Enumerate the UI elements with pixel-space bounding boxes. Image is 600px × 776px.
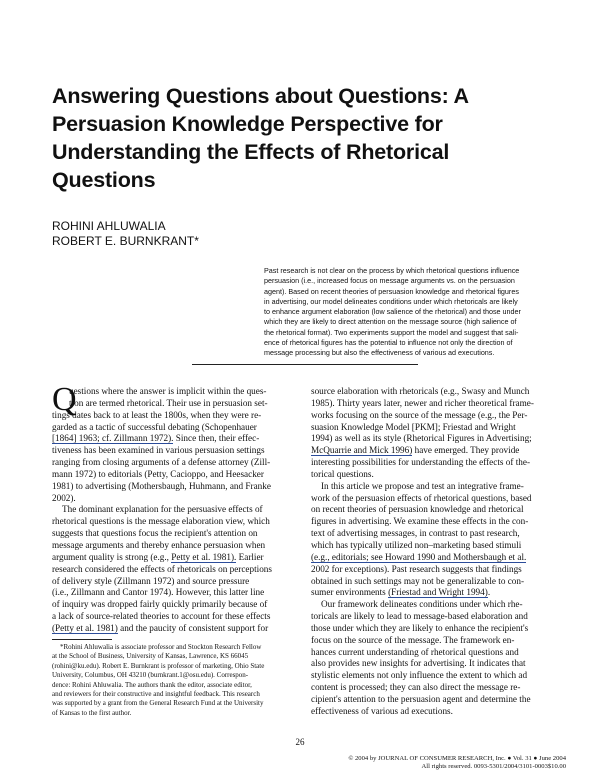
- body-line: uestions where the answer is implicit within the ques-: [69, 386, 267, 396]
- abstract-line: ence of rhetorical figures has the potential to influence not only the direction of: [264, 338, 513, 348]
- body-line: which has typically utilized non–marketing based stimuli: [311, 539, 522, 550]
- abstract-line: Past research is not clear on the process by which rhetorical questions influence: [264, 266, 520, 275]
- body-line: on recent theories of persuasion knowledge and rhetorical: [311, 504, 524, 515]
- body-line: 2002).: [52, 492, 76, 503]
- body-line: focus on the source of the message. The framework en-: [311, 634, 515, 645]
- copyright-line: © 2004 by JOURNAL OF CONSUMER RESEARCH, Inc. ● Vol. 31 ● June 2004: [348, 755, 566, 762]
- body-line: garded as a tactic of successful debating (Schopenhauer: [52, 421, 257, 432]
- body-line: tiveness has been examined in various persuasion settings: [52, 445, 265, 456]
- body-line: In this article we propose and test an integrative frame-: [321, 480, 524, 491]
- body-line: suasion Knowledge Model [PKM]; Friestad and Wright: [311, 421, 516, 432]
- body-line: works focusing on the source of the message (e.g., the Per-: [311, 409, 528, 420]
- body-line: The dominant explanation for the persuasive effects of: [62, 504, 263, 515]
- article-title: [52, 82, 532, 194]
- body-line: of delivery style (Zillmann 1972) and source pressure: [52, 575, 250, 586]
- footnote-line: University, Columbus, OH 43210 (burnkrant.1@osu.edu). Correspon-: [52, 671, 249, 680]
- abstract-line: to enhance argument elaboration (low salience of the rhetorical) and those under: [264, 307, 521, 317]
- abstract-line: in advertising, our model delineates conditions under which rhetoricals are likely: [264, 296, 518, 306]
- body-line: [1864] 1963; cf. Zillmann 1972). Since then, their effec-: [52, 433, 260, 444]
- author-list: [52, 219, 199, 249]
- body-line: toricals are likely to lead to message-based elaboration and: [311, 611, 528, 622]
- body-line: stylistic elements not only influence the extent to which ad: [311, 670, 528, 681]
- body-line: tings dates back to at least the 1800s, when they were re-: [52, 409, 262, 420]
- body-line: effectiveness of various ad executions.: [311, 705, 453, 716]
- body-line: hances current understanding of rhetorical questions and: [311, 646, 519, 657]
- author-footnote: [52, 643, 310, 718]
- citation-link[interactable]: McQuarrie and Mick 1996): [311, 445, 413, 456]
- body-line: [311, 552, 567, 564]
- body-line: McQuarrie and Mick 1996) have emerged. They provide: [311, 445, 520, 456]
- body-line: text of advertising messages, in contrast to past research,: [311, 528, 520, 539]
- body-line: figures in advertising. We examine these effects in the con-: [311, 516, 529, 527]
- body-line: argument quality is strong (e.g., Petty et al. 1981). Earlier: [52, 551, 264, 562]
- body-line: of inquiry was dropped fairly quickly primarily because of: [52, 599, 268, 610]
- abstract: [264, 266, 564, 359]
- body-line: torical questions.: [311, 468, 374, 479]
- copyright-line: All rights reserved. 0093-5301/2004/3101-0003$10.00: [421, 763, 566, 771]
- footnote-line: at the School of Business, University of Kansas, Lawrence, KS 66045: [52, 652, 249, 661]
- body-column-left: [52, 381, 310, 635]
- body-line: content is processed; they can also direct the message re-: [311, 682, 521, 693]
- body-column-right: [311, 386, 567, 718]
- body-line: ranging from closing arguments of a defense attorney (Zill-: [52, 457, 271, 468]
- abstract-line: the rhetorical format). Two experiments support the model and suggest that sali-: [264, 327, 519, 337]
- body-line: 1985). Thirty years later, newer and richer theoretical frame-: [311, 397, 534, 408]
- body-line: a lack of source-related theories to account for these effects: [52, 611, 271, 622]
- body-line: those under which they are likely to enhance the recipient's: [311, 622, 529, 633]
- citation-link[interactable]: [1864] 1963; cf. Zillmann 1972).: [52, 433, 174, 444]
- footnote-line: (rohini@ku.edu). Robert E. Burnkrant is professor of marketing, Ohio State: [52, 661, 265, 670]
- body-line: message arguments and thereby enhance persuasion when: [52, 539, 266, 550]
- page-number: 26: [295, 737, 305, 747]
- body-line: rhetorical questions is the message elaboration view, which: [52, 516, 270, 527]
- body-line: 1981) to advertising (Mothersbaugh, Huhmann, and Franke: [52, 480, 271, 491]
- body-line: obtained in such settings may not be generalizable to con-: [311, 575, 525, 586]
- author-name: ROBERT E. BURNKRANT*: [52, 234, 199, 248]
- body-line: 1994) as well as its style (Rhetorical Figures in Advertising;: [311, 433, 532, 444]
- body-line: sumer environments (Friestad and Wright 1994).: [311, 587, 491, 598]
- title-line: Understanding the Effects of Rhetorical: [52, 140, 450, 164]
- author-name: ROHINI AHLUWALIA: [52, 219, 166, 233]
- footnote-divider: [52, 639, 112, 640]
- body-line: research considered the effects of rhetoricals on perceptions: [52, 563, 272, 574]
- abstract-line: which they are likely to direct attention on the message source (high salience of: [264, 317, 517, 327]
- citation-link[interactable]: (Petty et al. 1981): [52, 622, 118, 633]
- body-line: cipient's attention to the persuasion agent and determine the: [311, 693, 531, 704]
- footnote-line: of Kansas to the first author.: [52, 708, 132, 717]
- citation-link[interactable]: (e.g., editorials; see Howard 1990 and Mothersbaugh et al.: [311, 551, 527, 562]
- footnote-line: *Rohini Ahluwalia is associate professor and Stockton Research Fellow: [60, 643, 262, 651]
- copyright-notice: [348, 755, 566, 772]
- body-line: source elaboration with rhetoricals (e.g., Swasy and Munch: [311, 386, 530, 396]
- body-line: suggests that questions focus the recipient's attention on: [52, 528, 258, 539]
- body-line: 2002 for exceptions). Past research suggests that findings: [311, 563, 522, 574]
- title-line: Persuasion Knowledge Perspective for: [52, 112, 443, 136]
- abstract-line: agent). Based on recent theories of persuasion knowledge and rhetorical figures: [264, 286, 519, 296]
- body-line: Our framework delineates conditions under which rhe-: [321, 599, 523, 610]
- section-divider: [192, 364, 418, 365]
- body-line: (Petty et al. 1981) and the paucity of consistent support for: [52, 622, 269, 633]
- body-line: (i.e., Zillmann and Cantor 1974). However, this latter line: [52, 587, 265, 598]
- footnote-line: was supported by a grant from the General Research Fund at the University: [52, 699, 264, 708]
- footnote-line: and reviewers for their constructive and insightful feedback. This research: [52, 690, 260, 699]
- abstract-line: persuasion (i.e., increased focus on message arguments vs. on the persuasion: [264, 276, 515, 286]
- body-line: tion are termed rhetorical. Their use in persuasion set-: [69, 397, 268, 408]
- body-line: interesting possibilities for understanding the effects of the-: [311, 457, 531, 468]
- title-line: Answering Questions about Questions: A: [52, 84, 469, 108]
- drop-cap: Q: [52, 381, 77, 418]
- body-line: also provides new insights for advertising. It indicates that: [311, 658, 526, 669]
- body-line: mann 1972) to editorials (Petty, Cacioppo, and Heesacker: [52, 468, 264, 479]
- body-line: work of the persuasion effects of rhetorical questions, based: [311, 492, 532, 503]
- citation-link[interactable]: Petty et al. 1981).: [171, 551, 237, 562]
- footnote-line: dence: Rohini Ahluwalia. The authors thank the editor, associate editor,: [52, 680, 252, 689]
- title-line: Questions: [52, 168, 156, 192]
- citation-link[interactable]: (Friestad and Wright 1994): [388, 587, 488, 598]
- abstract-line: message processing but also the effectiveness of various ad executions.: [264, 348, 495, 358]
